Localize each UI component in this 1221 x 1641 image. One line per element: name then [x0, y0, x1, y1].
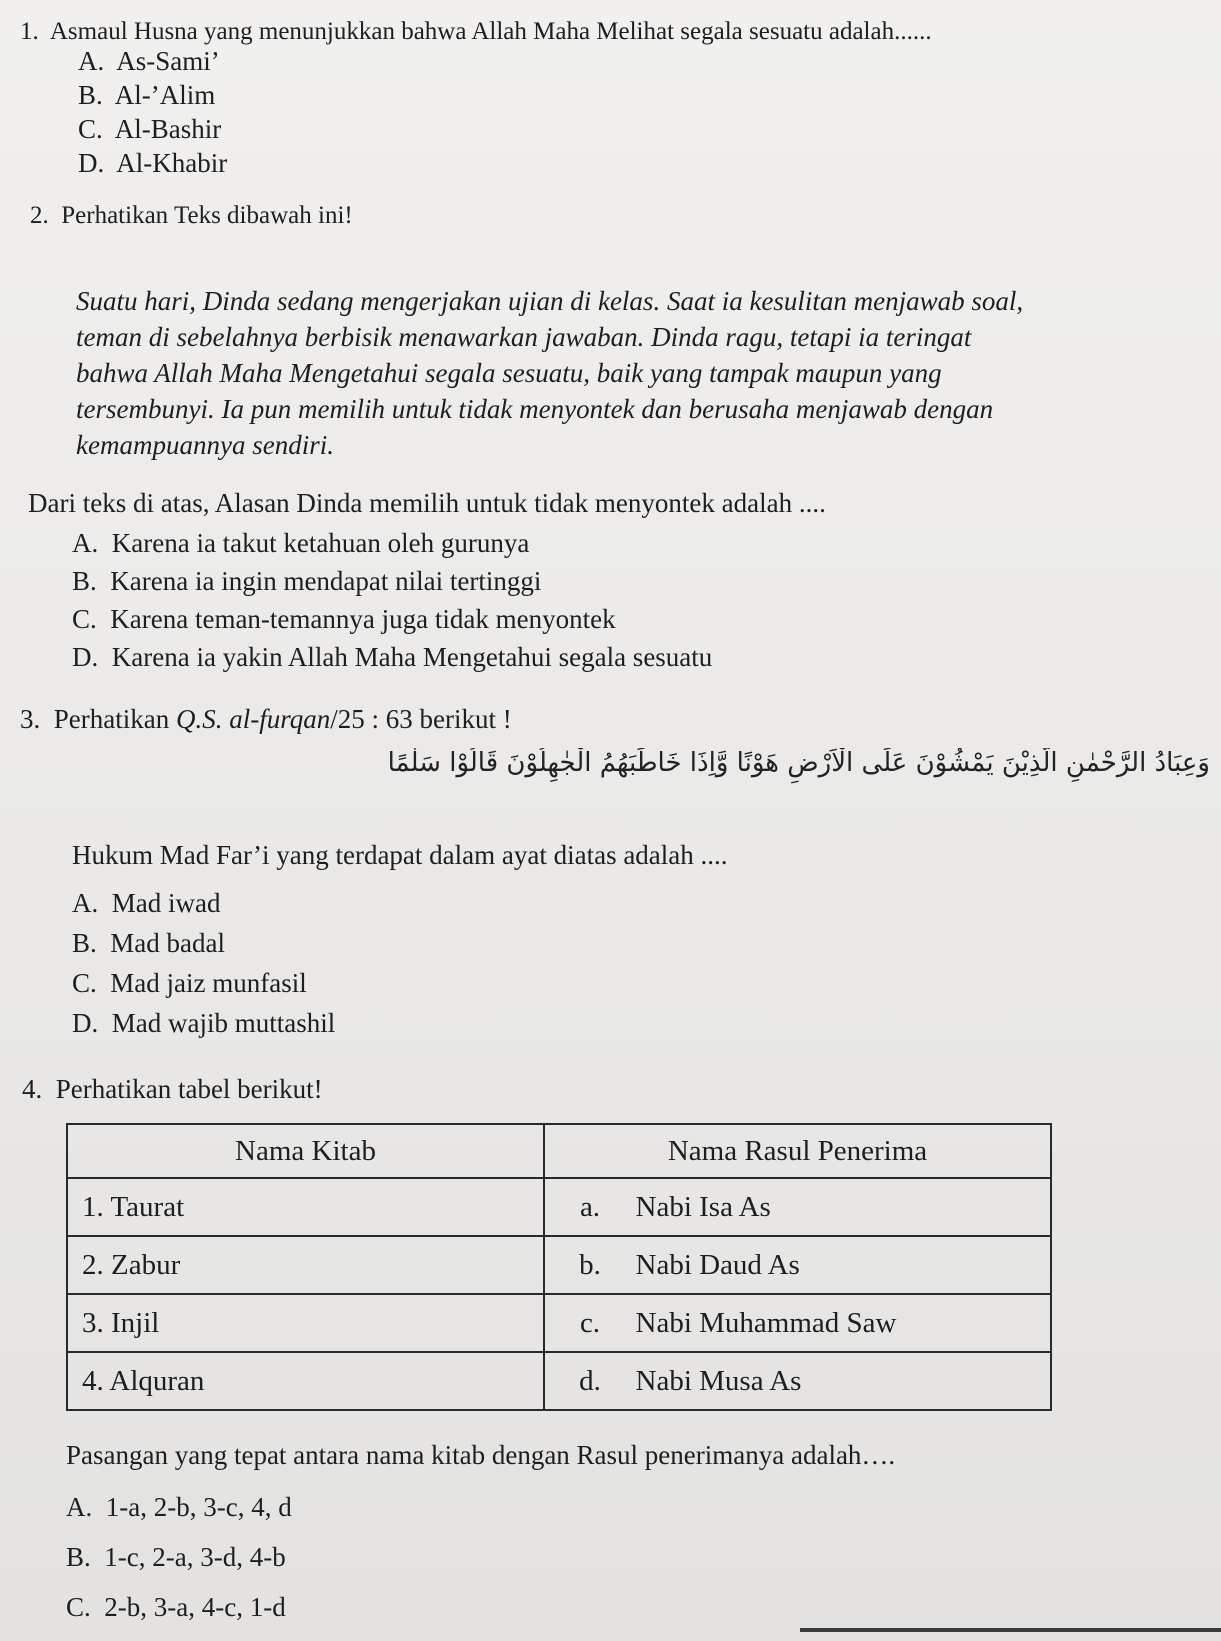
header-nama-kitab: Nama Kitab — [67, 1124, 544, 1178]
q4-option-c[interactable]: C. 2-b, 3-a, 4-c, 1-d — [66, 1592, 286, 1622]
q2-option-a[interactable]: A. Karena ia takut ketahuan oleh gurunya — [72, 528, 530, 558]
q1-option-d[interactable]: D. Al-Khabir — [78, 148, 228, 178]
q1-text: Asmaul Husna yang menunjukkan bahwa Allah Maha Melihat segala sesuatu adalah...... — [49, 18, 932, 45]
q3-option-c[interactable]: C. Mad jaiz munfasil — [72, 968, 307, 998]
story-line: tersembunyi. Ia pun memilih untuk tidak menyontek dan berusaha menjawab dengan — [76, 394, 994, 424]
rasul-cell: c. Nabi Muhammad Saw — [544, 1294, 1051, 1352]
story-line: teman di sebelahnya berbisik menawarkan jawaban. Dinda ragu, tetapi ia teringat — [76, 322, 972, 352]
bottom-divider — [800, 1628, 1221, 1632]
table-row — [67, 1294, 1051, 1352]
story-line: Suatu hari, Dinda sedang mengerjakan ujian di kelas. Saat ia kesulitan menjawab soal, — [76, 286, 1024, 316]
kitab-table — [66, 1123, 1052, 1411]
q4-option-b[interactable]: B. 1-c, 2-a, 3-d, 4-b — [66, 1542, 286, 1572]
q3-option-d[interactable]: D. Mad wajib muttashil — [72, 1008, 336, 1038]
q1-option-b[interactable]: B. Al-’Alim — [78, 80, 216, 110]
q4-question — [22, 1074, 323, 1105]
q3-number: 3. — [20, 704, 41, 734]
q2-question — [30, 202, 353, 230]
rasul-cell: d. Nabi Musa As — [544, 1352, 1051, 1410]
q2-option-c[interactable]: C. Karena teman-temannya juga tidak menyontek — [72, 604, 616, 634]
q4-option-a[interactable]: A. 1-a, 2-b, 3-c, 4, d — [66, 1492, 292, 1522]
story-line: bahwa Allah Maha Mengetahui segala sesuatu, baik yang tampak maupun yang — [76, 358, 942, 388]
rasul-cell: a. Nabi Isa As — [544, 1178, 1051, 1236]
q2-option-d[interactable]: D. Karena ia yakin Allah Maha Mengetahui segala sesuatu — [72, 642, 713, 672]
rasul-cell: b. Nabi Daud As — [544, 1236, 1051, 1294]
kitab-cell: 3. Injil — [67, 1294, 544, 1352]
kitab-cell: 1. Taurat — [67, 1178, 544, 1236]
q1-question — [20, 18, 932, 46]
q2-option-b[interactable]: B. Karena ia ingin mendapat nilai tertinggi — [72, 566, 542, 596]
table-row — [67, 1236, 1051, 1294]
q2-text: Perhatikan Teks dibawah ini! — [61, 202, 353, 229]
table-row — [67, 1352, 1051, 1410]
table-row — [67, 1178, 1051, 1236]
q3-option-a[interactable]: A. Mad iwad — [72, 888, 221, 918]
q2-number: 2. — [30, 202, 49, 229]
q1-option-c[interactable]: C. Al-Bashir — [78, 114, 222, 144]
q4-prompt: Pasangan yang tepat antara nama kitab dengan Rasul penerimanya adalah…. — [66, 1440, 896, 1470]
story-line: kemampuannya sendiri. — [76, 430, 334, 460]
header-nama-rasul: Nama Rasul Penerima — [544, 1124, 1051, 1178]
q1-number: 1. — [20, 18, 39, 45]
kitab-cell: 2. Zabur — [67, 1236, 544, 1294]
q1-option-a[interactable]: A. As-Sami’ — [78, 46, 220, 76]
table-header-row — [67, 1124, 1051, 1178]
q3-prompt: Hukum Mad Far’i yang terdapat dalam ayat diatas adalah .... — [72, 840, 728, 870]
arabic-verse: وَعِبَادُ الرَّحْمٰنِ الَّذِيْنَ يَمْشُوْنَ عَلَى الْاَرْضِ هَوْنًا وَّاِذَا خَاطَبَهُمُ الْجٰهِلُوْنَ قَالُوْا سَلٰمًا — [387, 748, 1210, 778]
kitab-cell: 4. Alquran — [67, 1352, 544, 1410]
q4-text: Perhatikan tabel berikut! — [55, 1074, 323, 1104]
q2-prompt: Dari teks di atas, Alasan Dinda memilih untuk tidak menyontek adalah .... — [28, 488, 826, 518]
q3-option-b[interactable]: B. Mad badal — [72, 928, 225, 958]
q4-number: 4. — [22, 1074, 43, 1104]
q3-question: 3. Perhatikan Q.S. al-furqan/25 : 63 berikut ! — [20, 704, 512, 734]
